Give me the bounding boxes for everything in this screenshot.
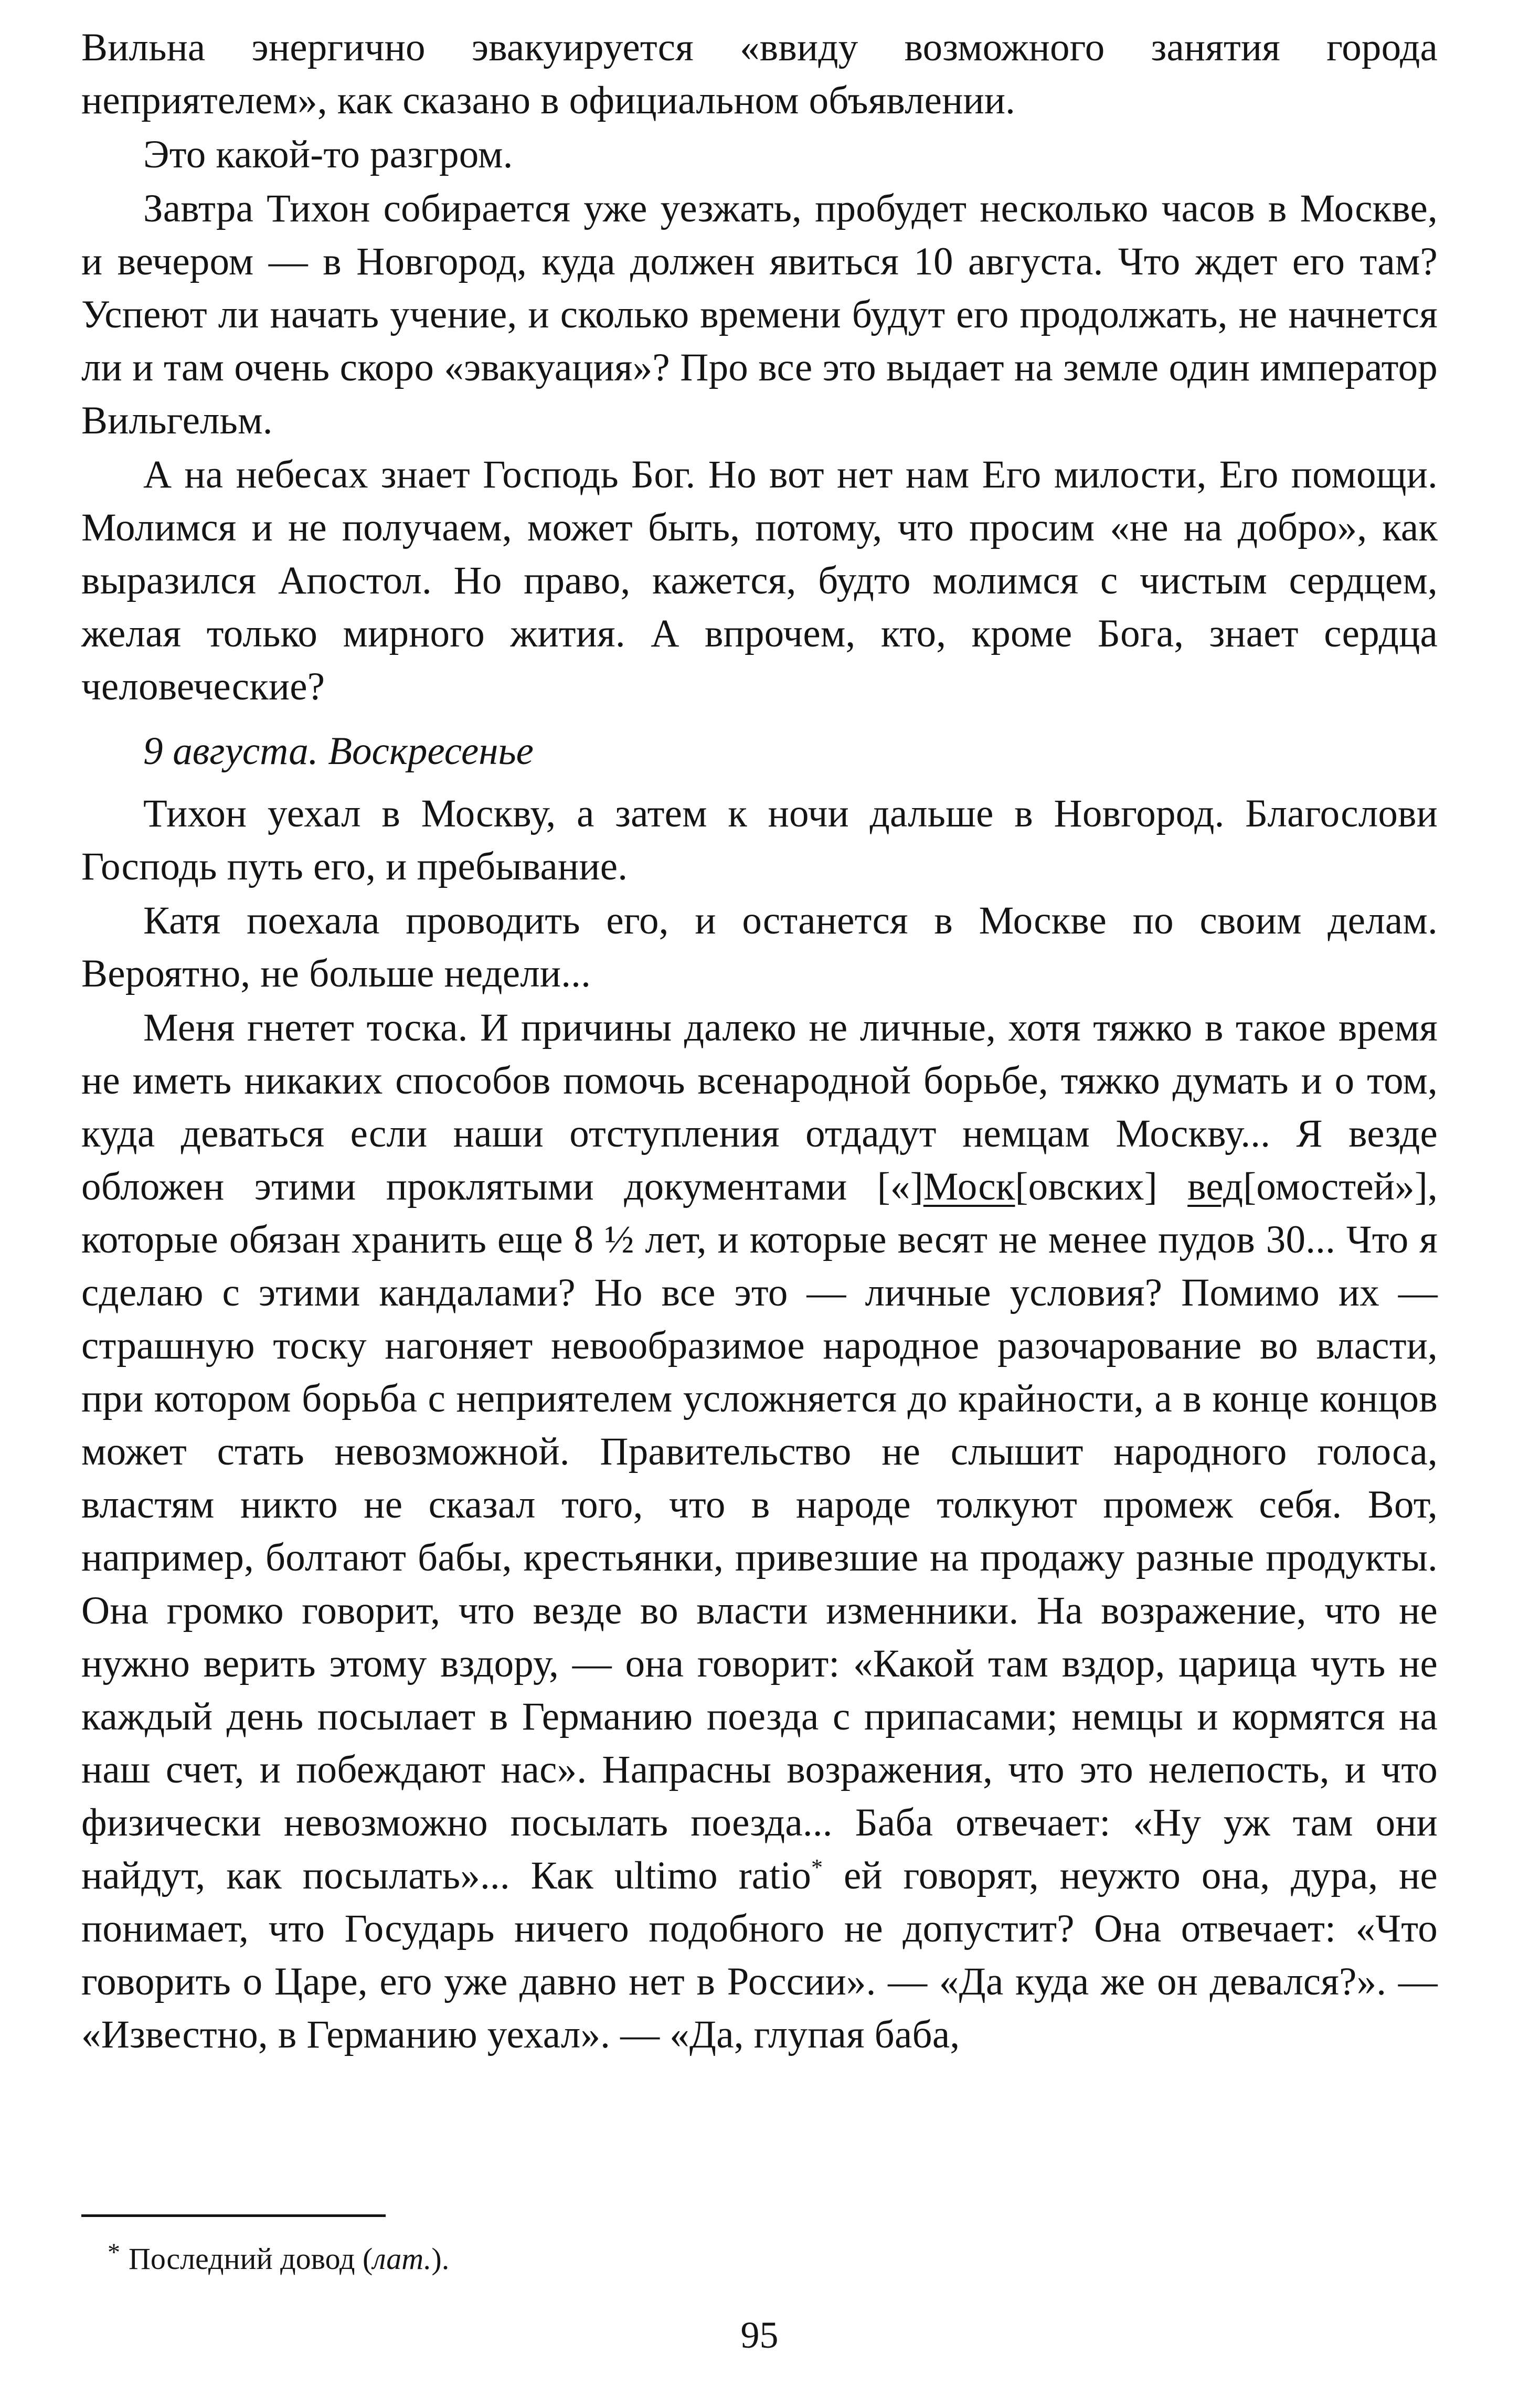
footnote-text-suffix: ).: [431, 2242, 450, 2276]
paragraph-7-part-4: ей говорят, неужто она, дура, не понимает, что Государь ничего подобного не допустит? Она отвечает: «Что говорить о Царе, его уже давно нет в России». — «Да куда же он девался?». — «Известно, в Германию уехал». — «Да, глупая баба,: [81, 1854, 1438, 2056]
footnote-mark: *: [108, 2239, 120, 2266]
footnote: [108, 2238, 450, 2280]
paragraph-5: Тихон уехал в Москву, а затем к ночи дальше в Новгород. Благослови Господь путь его, и пребывание.: [81, 792, 1438, 888]
paragraph-2: Это какой-то разгром.: [143, 133, 513, 176]
footnote-text-prefix: Последний довод (: [129, 2242, 373, 2276]
paragraph-7: [81, 1001, 1438, 2061]
paragraph-7-part-1: Меня гнетет тоска. И причины далеко не личные, хотя тяжко в такое время не иметь никаких способов помочь всенародной борьбе, тяжко думать и о том, куда деваться если наши отступления отдадут немцам Москву... Я везде обложен этими проклятыми документами [«]: [81, 1006, 1438, 1208]
underlined-abbreviation-ved: вед: [1187, 1165, 1244, 1208]
paragraph-3: Завтра Тихон собирается уже уезжать, пробудет несколько часов в Москве, и вечером — в Новгород, куда должен явиться 10 августа. Что ждет его там? Успеют ли начать учение, и сколько времени будут его продолжать, не начнется ли и там очень скоро «эвакуация»? Про все это выдает на земле один император Вильгельм.: [81, 187, 1438, 442]
footnote-text-italic: лат.: [373, 2242, 432, 2276]
footnote-divider: [81, 2214, 386, 2217]
page-number: 95: [740, 2314, 779, 2356]
footnote-reference-mark: *: [811, 1854, 823, 1880]
paragraph-6: Катя поехала проводить его, и останется в Москве по своим делам. Вероятно, не больше недели...: [81, 899, 1438, 995]
paragraph-7-part-2: [овских]: [1015, 1165, 1188, 1208]
date-heading: 9 августа. Воскресенье: [143, 729, 534, 773]
paragraph-1: Вильна энергично эвакуируется «ввиду возможного занятия города неприятелем», как сказано в официальном объявлении.: [81, 26, 1438, 122]
underlined-abbreviation-mosk: Моск: [923, 1165, 1015, 1208]
paragraph-7-part-3: [омостей»], которые обязан хранить еще 8 ½ лет, и которые весят не менее пудов 30... Что я сделаю с этими кандалами? Но все это — личные условия? Помимо их — страшную тоску нагоняет невообразимое народное разочарование во власти, при котором борьба с неприятелем усложняется до крайности, а в конце концов может стать невозможной. Правительство не слышит народного голоса, властям никто не сказал того, что в народе толкуют промеж себя. Вот, например, болтают бабы, крестьянки, привезшие на продажу разные продукты. Она громко говорит, что везде во власти изменники. На возражение, что не нужно верить этому вздору, — она говорит: «Какой там вздор, царица чуть не каждый день посылает в Германию поезда с припасами; немцы и кормятся на наш счет, и побеждают нас». Напрасны возражения, что это нелепость, и что физически невозможно посылать поезда... Баба отвечает: «Ну уж там они найдут, как посылать»... Как ultimo ratio: [81, 1165, 1438, 1897]
book-page: [81, 21, 1438, 2382]
paragraph-4: А на небесах знает Господь Бог. Но вот нет нам Его милости, Его помощи. Молимся и не получаем, может быть, потому, что просим «не на добро», как выразился Апостол. Но право, кажется, будто молимся с чистым сердцем, желая только мирного жития. А впрочем, кто, кроме Бога, знает сердца человеческие?: [81, 453, 1438, 708]
